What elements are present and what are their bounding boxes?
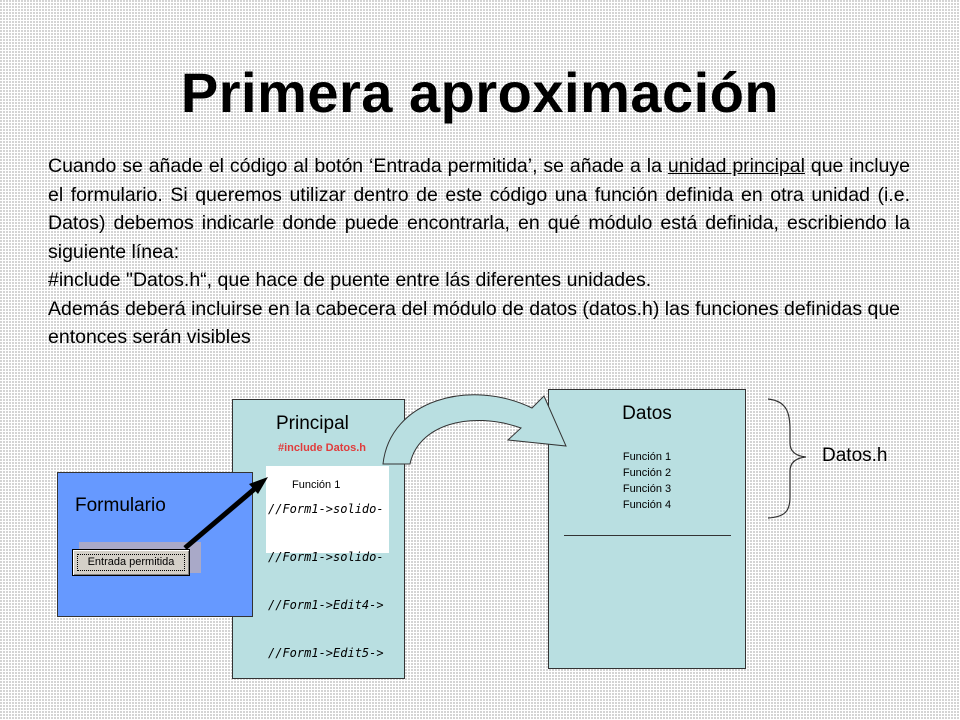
entrada-permitida-button[interactable]: Entrada permitida [72,549,190,576]
button-to-code-arrow [185,486,258,548]
code-line: //Form1->Edit5-> [268,646,384,660]
code-line: //Form1->Edit4-> [268,598,384,612]
function-item: Función 3 [622,483,672,495]
paragraph-3: Además deberá incluirse en la cabecera del módulo de datos (datos.h) las funciones definidas que entonces serán visibles [48,297,901,348]
include-label: #include Datos.h [278,442,367,454]
slide-title: Primera aproximación [180,61,780,124]
paragraph-1-text-b: que incluye el formulario. Si queremos utilizar dentro de este código una función definida en otra unidad (i.e. Datos) debemos indicarle donde puede encontrarla, en qué módulo está definida, escribiendo la siguiente línea: [48,155,910,263]
paragraph-2: #include "Datos.h“, que hace de puente entre lás diferentes unidades. [48,269,652,291]
code-line: //Form1->solido- [268,550,384,564]
function-item: Función 4 [622,499,672,511]
datos-label: Datos [622,403,672,424]
funcion-1-tag: Función 1 [290,478,362,493]
function-item: Función 2 [622,467,672,479]
principal-label: Principal [276,413,349,434]
formulario-label: Formulario [75,495,166,516]
datos-h-label: Datos.h [822,445,888,466]
unidad-principal-link: unidad principal [667,155,805,177]
paragraph-1-text-a: Cuando se añade el código al botón ‘Entrada permitida’, se añade a la [48,155,668,177]
brace-icon [768,399,806,518]
code-line: //Form1->solido- [268,502,384,516]
curved-arrow [383,395,566,464]
function-item: Función 1 [622,451,672,463]
